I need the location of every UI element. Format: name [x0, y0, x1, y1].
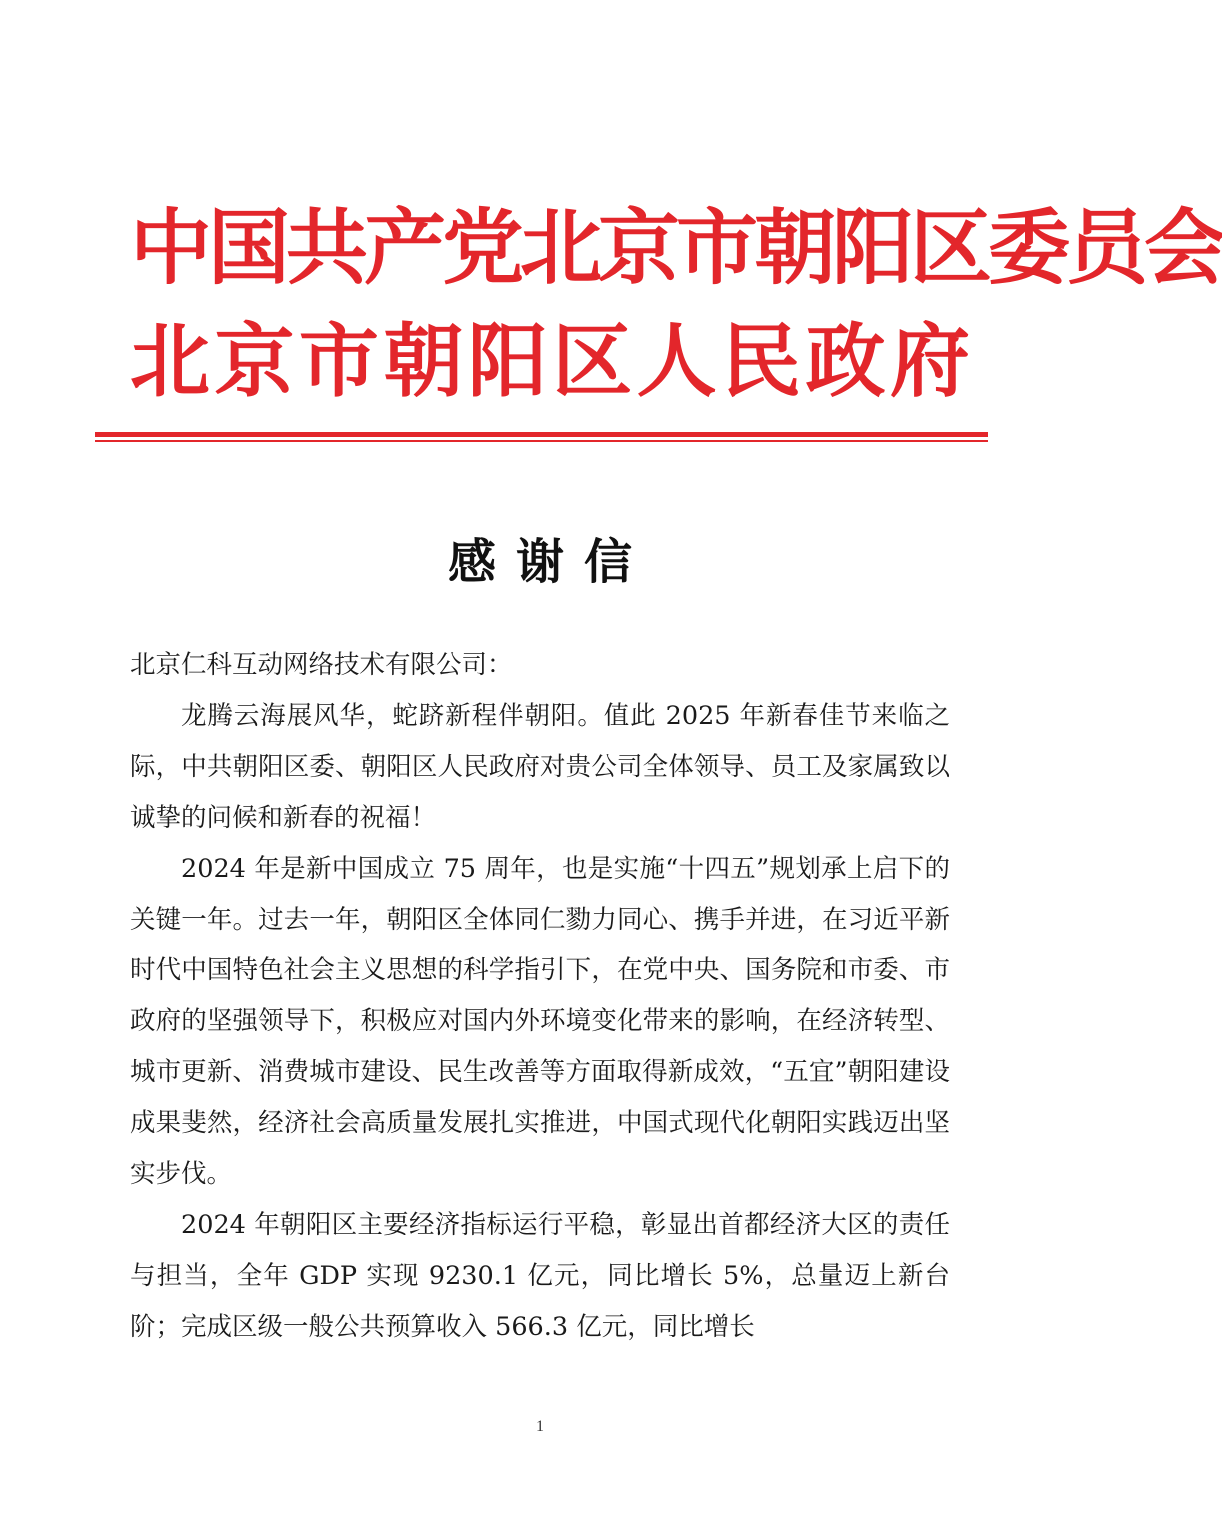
red-header-rule-thin [95, 440, 988, 442]
red-header-rule [95, 432, 988, 437]
paragraph-economy: 2024 年朝阳区主要经济指标运行平稳，彰显出首都经济大区的责任与担当，全年 GDP 实现 9230.1 亿元，同比增长 5%，总量迈上新台阶；完成区级一般公共预算收入 566.3 亿元，同比增长 [130, 1209, 950, 1342]
document-title: 感谢信 [447, 534, 652, 590]
issuer-committee-title: 中国共产党北京市朝阳区委员会 [130, 201, 1222, 296]
salutation: 北京仁科互动网络技术有限公司： [130, 650, 513, 680]
paragraph-greeting: 龙腾云海展风华，蛇跻新程伴朝阳。值此 2025 年新春佳节来临之际，中共朝阳区委、朝阳区人民政府对贵公司全体领导、员工及家属致以诚挚的问候和新春的祝福！ [130, 700, 950, 833]
paragraph-review: 2024 年是新中国成立 75 周年，也是实施“十四五”规划承上启下的关键一年。过去一年，朝阳区全体同仁勠力同心、携手并进，在习近平新时代中国特色社会主义思想的科学指引下，在党中央、国务院和市委、市政府的坚强领导下，积极应对国内外环境变化带来的影响，在经济转型、城市更新、消费城市建设、民生改善等方面取得新成效，“五宜”朝阳建设成果斐然，经济社会高质量发展扎实推进，中国式现代化朝阳实践迈出坚实步伐。 [130, 853, 950, 1190]
letter-body [130, 640, 950, 1353]
page-number: 1 [536, 1418, 544, 1435]
issuer-government-title: 北京市朝阳区人民政府 [130, 315, 970, 408]
